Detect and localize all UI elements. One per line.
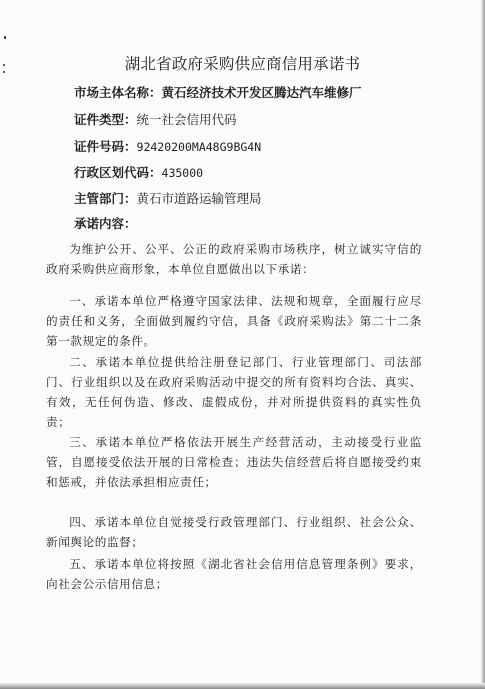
field-label: 市场主体名称： [74,85,162,100]
field-value: 435000 [161,166,204,180]
document-title: 湖北省政府采购供应商信用承诺书 [124,55,361,73]
field-label: 行政区划代码： [74,165,162,180]
field-label: 主管部门： [74,191,137,206]
field-id-type [74,110,237,128]
field-value: 统一社会信用代码 [136,112,237,127]
field-region-code [74,163,203,181]
field-label: 证件号码： [74,139,137,154]
paragraph-item-3: 三、承诺本单位严格依法开展生产经营活动，主动接受行业监管，自愿接受依法开展的日常检查；违法失信经营后将自愿接受约束和惩戒，并依法承担相应责任； [46,435,422,489]
field-id-number [74,137,261,155]
paragraph-item-4: 四、承诺本单位自觉接受行政管理部门、行业组织、社会公众、新闻舆论的监督； [46,515,422,549]
field-authority [74,189,262,207]
field-label: 证件类型： [74,112,137,127]
field-value: 黄石市道路运输管理局 [136,191,262,206]
field-value: 92420200MA48G9BG4N [136,140,262,154]
field-entity-name [74,83,362,101]
paragraph-intro: 为维护公开、公平、公正的政府采购市场秩序，树立诚实守信的政府采购供应商形象，本单位自愿做出以下承诺： [46,242,422,276]
field-label: 承诺内容： [74,216,137,231]
paragraph-item-1: 一、承诺本单位严格遵守国家法律、法规和规章，全面履行应尽的责任和义务，全面做到履约守信，具备《政府采购法》第二十二条第一款规定的条件。 [46,294,422,348]
scan-edge [0,683,485,689]
paragraph-item-5: 五、承诺本单位将按照《湖北省社会信用信息管理条例》要求，向社会公示信用信息； [46,557,422,591]
field-value: 黄石经济技术开发区腾达汽车维修厂 [161,85,362,100]
field-commitment-heading [74,214,137,232]
scan-edge [481,0,485,689]
paragraph-item-2: 二、承诺本单位提供给注册登记部门、行业管理部门、司法部门、行业组织以及在政府采购活动中提交的所有资料均合法、真实、有效，无任何伪造、修改、虚假成份，并对所提供资料的真实性负责； [46,355,422,429]
scan-speck [4,36,6,39]
